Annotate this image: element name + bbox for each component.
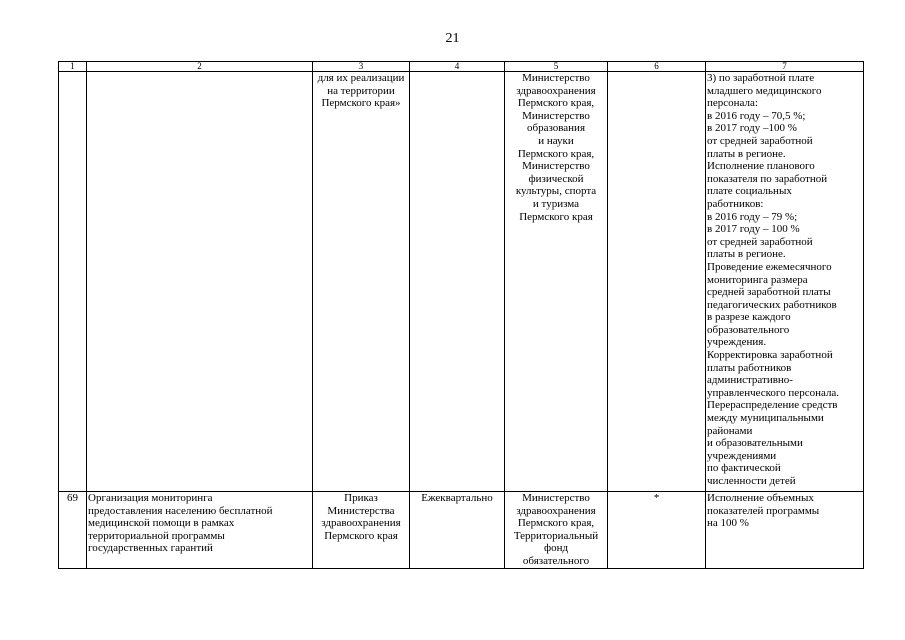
column-header: 6 <box>608 62 706 72</box>
cell-result: Исполнение объемных показателей программы на 100 % <box>706 492 864 569</box>
cell-document: Приказ Министерства здравоохранения Пермского края <box>313 492 410 569</box>
column-header: 3 <box>313 62 410 72</box>
cell-number: 69 <box>59 492 87 569</box>
measures-table <box>58 61 864 569</box>
table-row <box>59 72 864 492</box>
cell-number <box>59 72 87 492</box>
cell-executor: Министерство здравоохранения Пермского края, Территориальный фонд обязательного <box>505 492 608 569</box>
cell-executor: Министерство здравоохранения Пермского края, Министерство образования и науки Пермского края, Министерство физической культуры, спорта и туризма Пермского края <box>505 72 608 492</box>
column-header-row <box>59 62 864 72</box>
table-row <box>59 492 864 569</box>
column-header: 7 <box>706 62 864 72</box>
cell-funding <box>608 72 706 492</box>
cell-term <box>410 72 505 492</box>
page-number: 21 <box>445 31 460 46</box>
column-header: 2 <box>87 62 313 72</box>
cell-funding: * <box>608 492 706 569</box>
cell-result: 3) по заработной плате младшего медицинского персонала: в 2016 году – 70,5 %; в 2017 году –100 % от средней заработной платы в регионе. Исполнение планового показателя по заработной плате социальных работников: в 2016 году – 79 %; в 2017 году – 100 % от средней заработной платы в регионе. Проведение ежемесячного мониторинга размера средней заработной платы педагогических работников в разрезе каждого образовательного учреждения. Корректировка заработной платы работников административно- управленческого персонала. Перераспределение средств между муниципальными районами и образовательными учреждениями по фактической численности детей <box>706 72 864 492</box>
cell-measure <box>87 72 313 492</box>
column-header: 1 <box>59 62 87 72</box>
cell-term: Ежеквартально <box>410 492 505 569</box>
column-header: 5 <box>505 62 608 72</box>
cell-measure: Организация мониторинга предоставления населению бесплатной медицинской помощи в рамках территориальной программы государственных гарантий <box>87 492 313 569</box>
cell-document: для их реализации на территории Пермского края» <box>313 72 410 492</box>
column-header: 4 <box>410 62 505 72</box>
